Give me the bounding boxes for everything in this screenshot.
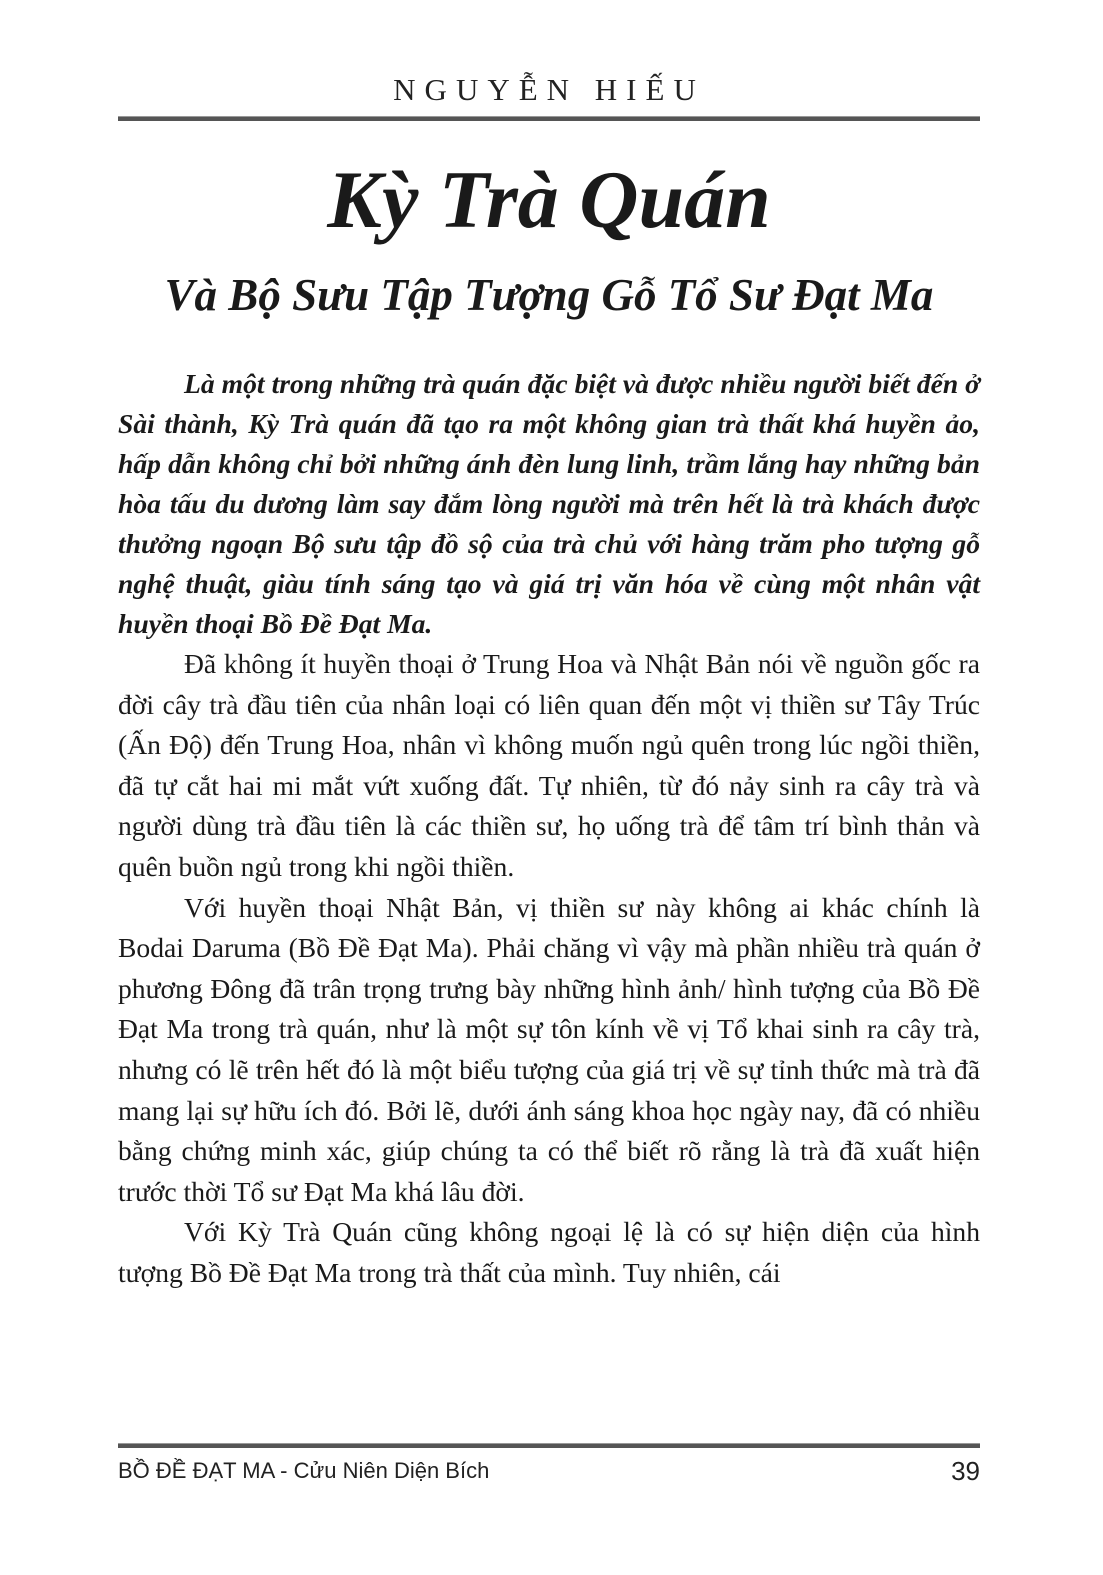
body-paragraph: Đã không ít huyền thoại ở Trung Hoa và Nhật Bản nói về nguồn gốc ra đời cây trà đầu tiên của nhân loại có liên quan đến một vị thiền sư Tây Trúc (Ấn Độ) đến Trung Hoa, nhân vì không muốn ngủ quên trong lúc ngồi thiền, đã tự cắt hai mi mắt vứt xuống đất. Tự nhiên, từ đó nảy sinh ra cây trà và người dùng trà đầu tiên là các thiền sư, họ uống trà để tâm trí bình thản và quên buồn ngủ trong khi ngồi thiền. (118, 648, 980, 882)
body-paragraph: Với Kỳ Trà Quán cũng không ngoại lệ là có sự hiện diện của hình tượng Bồ Đề Đạt Ma trong trà thất của mình. Tuy nhiên, cái (118, 1216, 980, 1288)
body-paragraph: Với huyền thoại Nhật Bản, vị thiền sư này không ai khác chính là Bodai Daruma (Bồ Đề Đạt Ma). Phải chăng vì vậy mà phần nhiều trà quán ở phương Đông đã trân trọng trưng bày những hình ảnh/ hình tượng của Bồ Đề Đạt Ma trong trà quán, như là một sự tôn kính về vị Tổ khai sinh ra cây trà, nhưng có lẽ trên hết đó là một biểu tượng của giá trị về sự tỉnh thức mà trà đã mang lại sự hữu ích đó. Bởi lẽ, dưới ánh sáng khoa học ngày nay, đã có nhiều bằng chứng minh xác, giúp chúng ta có thể biết rõ rằng là trà đã xuất hiện trước thời Tổ sư Đạt Ma khá lâu đời. (118, 891, 980, 1207)
article-body (118, 364, 980, 1294)
lead-paragraph: Là một trong những trà quán đặc biệt và được nhiều người biết đến ở Sài thành, Kỳ Trà quán đã tạo ra một không gian trà thất khá huyền ảo, hấp dẫn không chỉ bởi những ánh đèn lung linh, trầm lắng hay những bản hòa tấu du dương làm say đắm lòng người mà trên hết là trà khách được thưởng ngoạn Bộ sưu tập đồ sộ của trà chủ với hàng trăm pho tượng gỗ nghệ thuật, giàu tính sáng tạo và giá trị văn hóa về cùng một nhân vật huyền thoại Bồ Đề Đạt Ma. (118, 368, 980, 639)
article-title: Kỳ Trà Quán (327, 154, 771, 245)
footer-rule (118, 1443, 980, 1448)
page-number: 39 (951, 1456, 980, 1486)
article-subtitle: Và Bộ Sưu Tập Tượng Gỗ Tổ Sư Đạt Ma (164, 270, 934, 320)
header-rule (118, 116, 980, 121)
running-footer-book-title: BỒ ĐỀ ĐẠT MA - Cửu Niên Diện Bích (118, 1458, 490, 1483)
running-header-author: NGUYỄN HIẾU (393, 72, 705, 107)
